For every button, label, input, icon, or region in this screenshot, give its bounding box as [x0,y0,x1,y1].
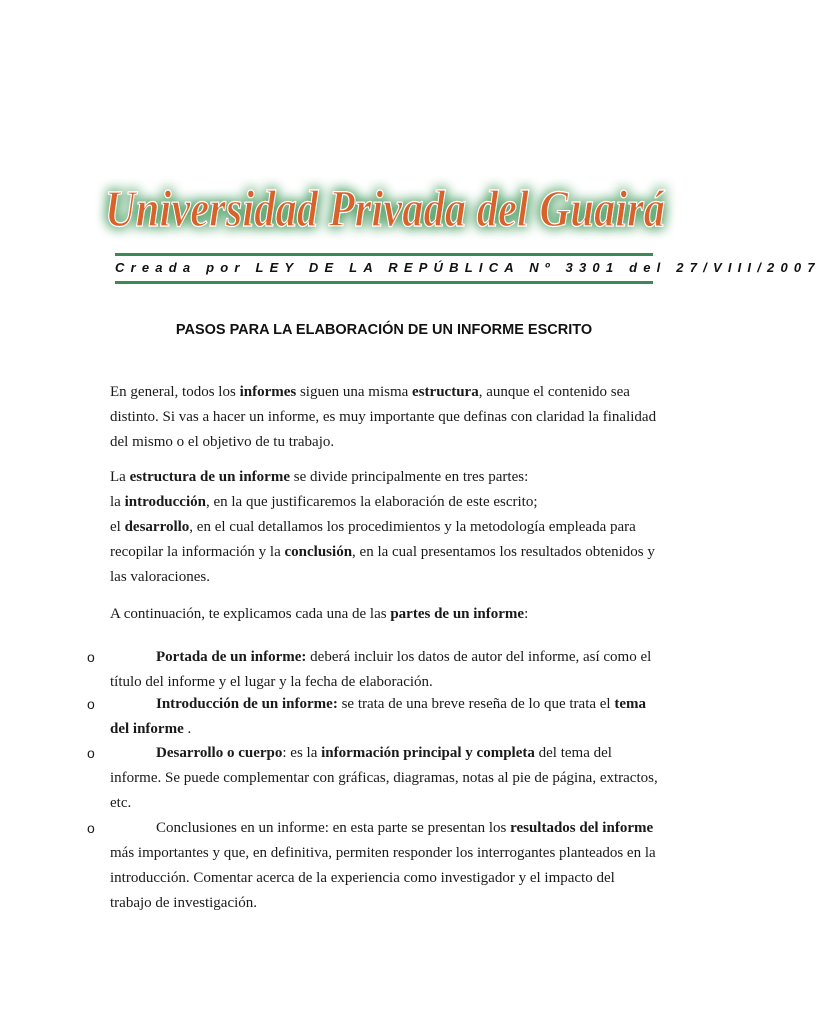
university-logo [90,168,680,253]
bold-term: estructura de un informe [129,469,290,485]
bold-term: introducción [124,494,206,510]
bold-term: estructura [412,384,479,400]
university-name: Universidad Privada del Guairá [105,181,666,238]
paragraph-parts-intro: A continuación, te explicamos cada una de las partes de un informe: [110,606,529,622]
bold-term: Introducción de un informe: [156,696,338,712]
university-logo-wordmark [90,168,680,253]
list-item-text: Portada de un informe: deberá incluir los datos de autor del informe, así como el título del informe y el lugar y la fecha de elaboración. [110,649,652,690]
bold-term: tema del informe [110,696,647,737]
list-item-text: Introducción de un informe: se trata de una breve reseña de lo que trata el tema del informe . [110,696,647,737]
bullet-marker: o [87,649,95,665]
paragraph-intro: En general, todos los informes siguen una misma estructura, aunque el contenido sea distinto. Si vas a hacer un informe, es muy importante que definas con claridad la finalidad del mismo o el objetivo de tu trabajo. [110,384,657,450]
university-subtitle: Creada por LEY DE LA REPÚBLICA Nº 3301 del 27/VIII/2007 [115,260,821,275]
bold-term: conclusión [284,544,353,560]
bold-term: resultados del informe [510,820,654,836]
paragraph-structure: La estructura de un informe se divide principalmente en tres partes: la introducción, en la que justificaremos la elaboración de este escrito; el desarrollo, en el cual detallamos los procedimientos y la metodología empleada para recopilar la información y la conclusión, en la cual presentamos los resultados obtenidos y las valoraciones. [110,469,655,585]
bold-term: desarrollo [124,519,190,535]
list-item-text: Conclusiones en un informe: en esta parte se presentan los resultados del informe más importantes y que, en definitiva, permiten responder los interrogantes planteados en la introducción. Comentar acerca de la experiencia como investigador y el impacto del trabajo de investigación. [110,820,656,911]
list-item-text: Desarrollo o cuerpo: es la información principal y completa del tema del informe. Se puede complementar con gráficas, diagramas, notas al pie de página, extractos, etc. [110,745,658,811]
bold-term: Desarrollo o cuerpo [156,745,283,761]
document-title: PASOS PARA LA ELABORACIÓN DE UN INFORME ESCRITO [175,322,593,338]
bold-term: Portada de un informe: [156,649,307,665]
bold-term: informes [239,384,297,400]
bullet-marker: o [87,696,95,712]
header-rule-top [115,253,653,256]
bullet-marker: o [87,745,95,761]
header-rule-bottom [115,281,653,284]
bold-term: partes de un informe [390,606,525,622]
bullet-marker: o [87,820,95,836]
bold-term: información principal y completa [321,745,535,761]
